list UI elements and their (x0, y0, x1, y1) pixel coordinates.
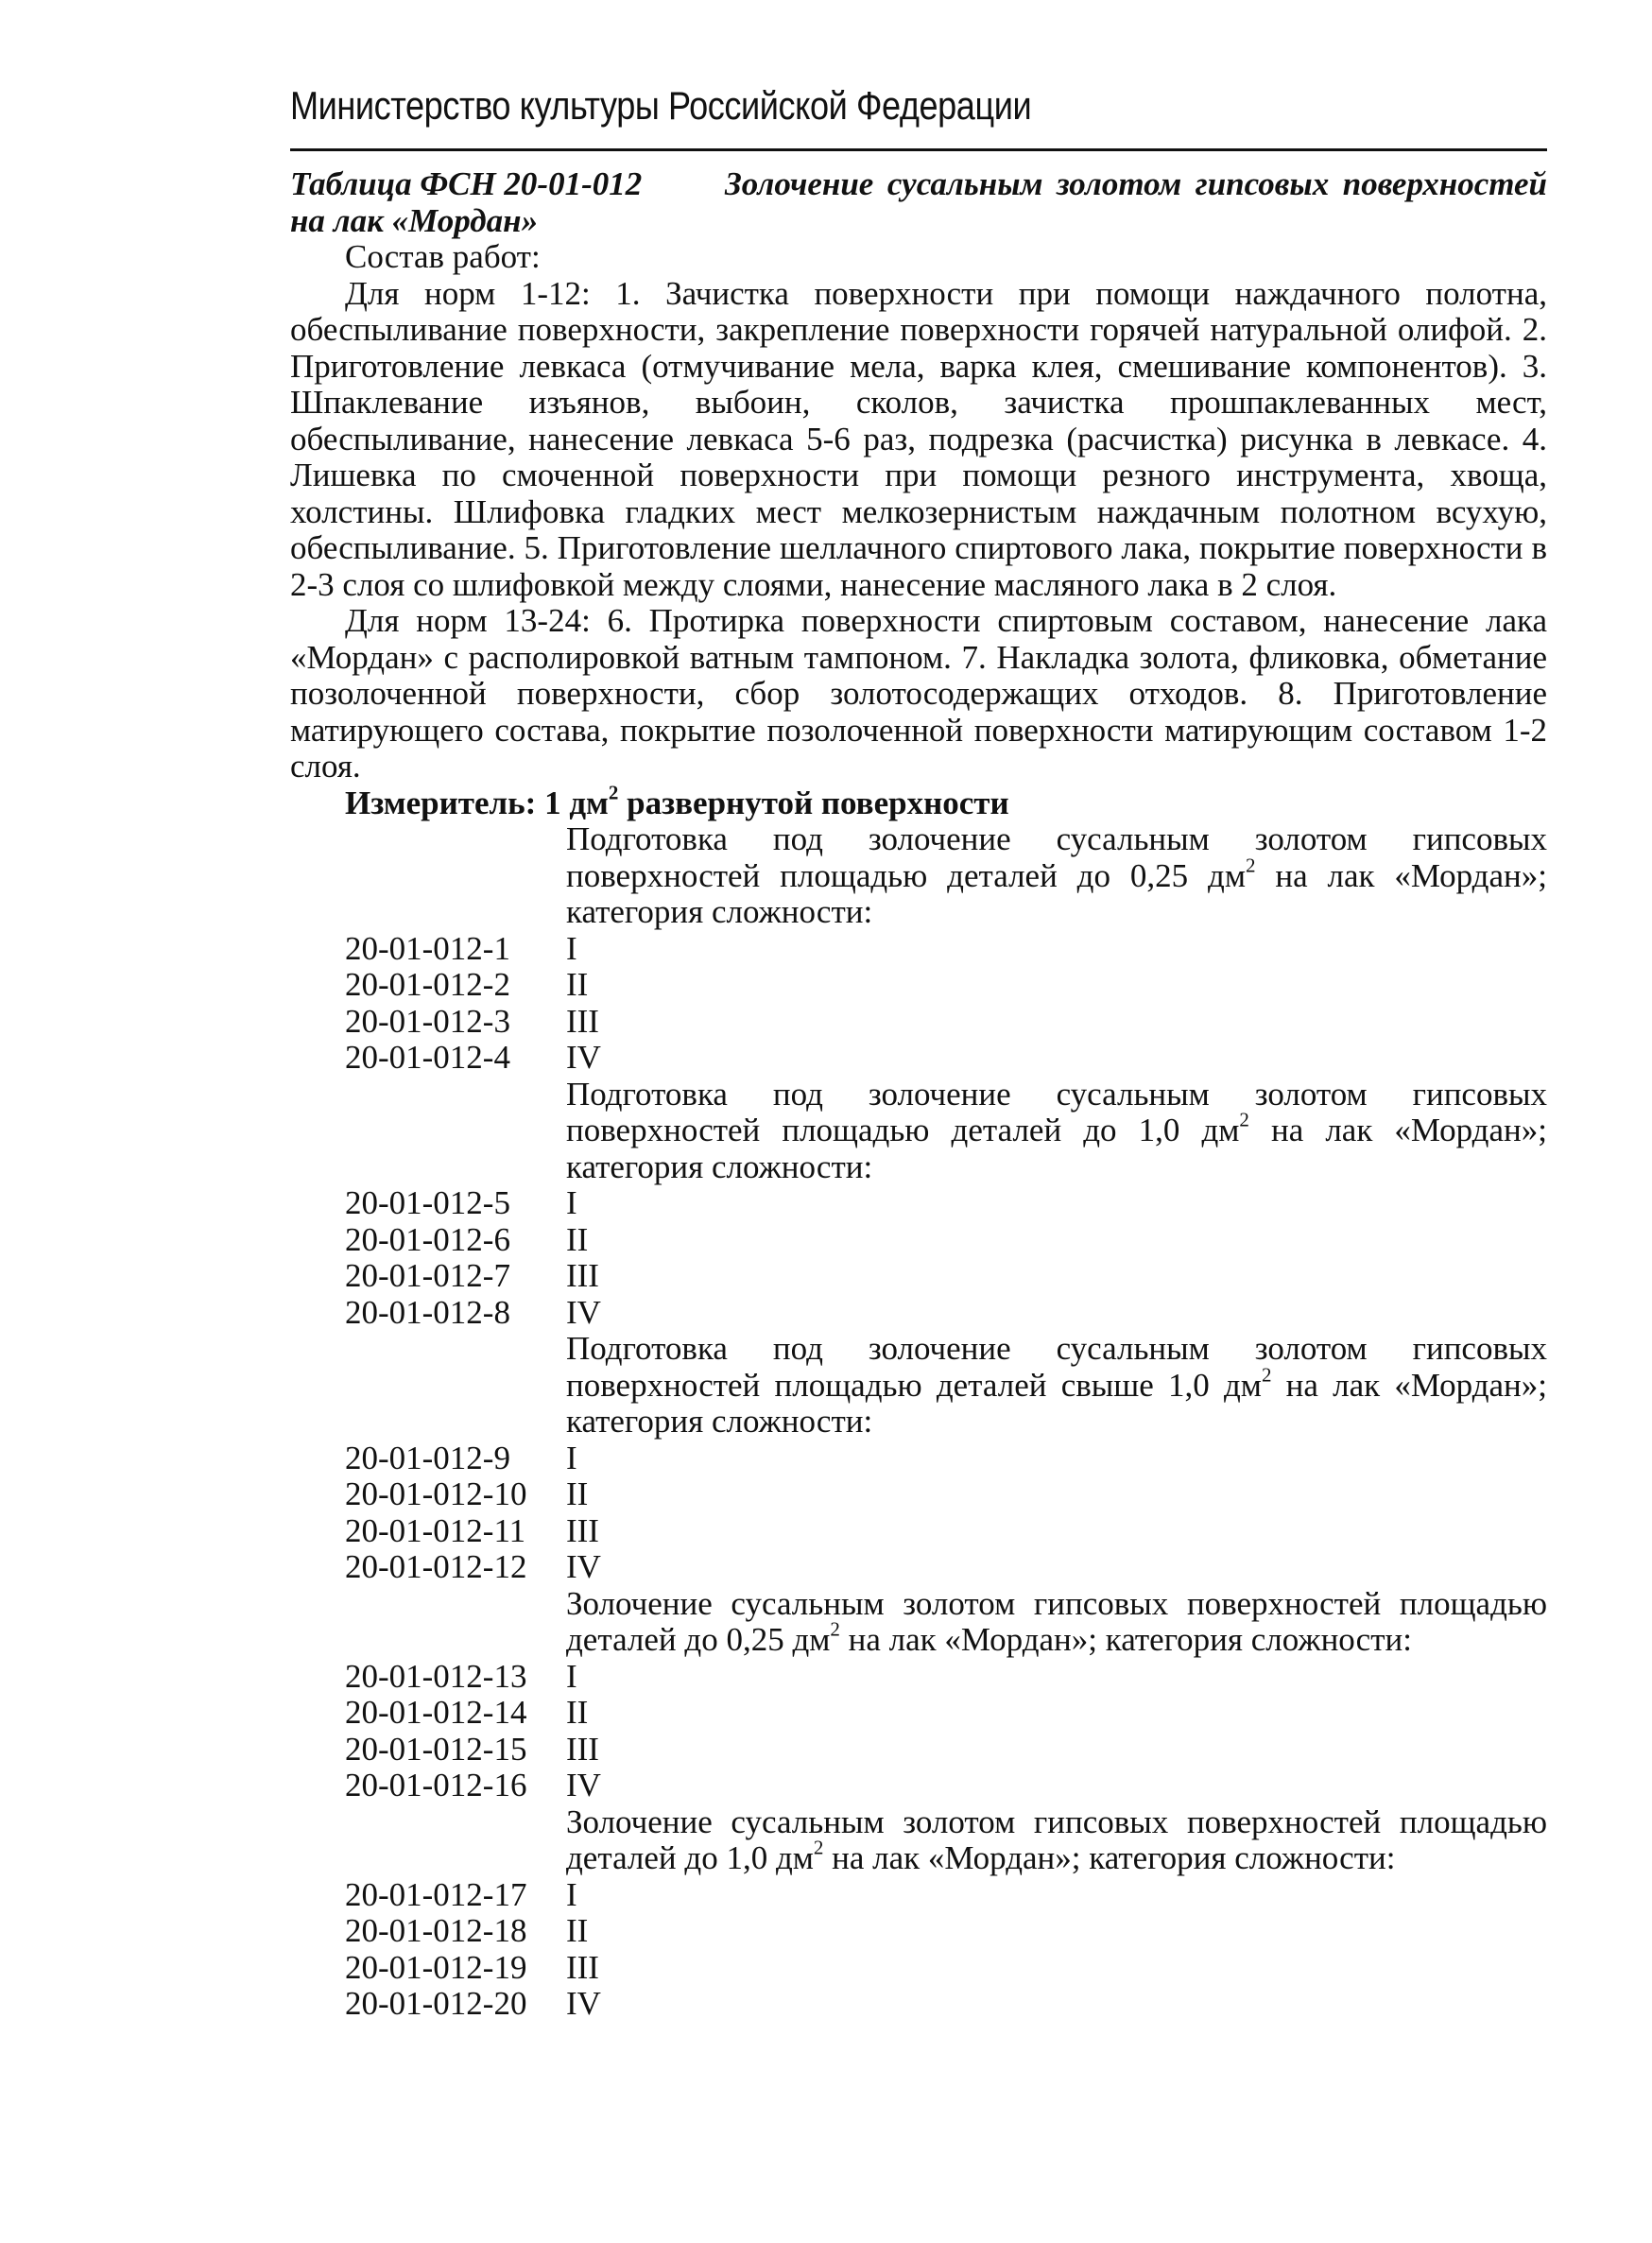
norm-row (345, 1986, 1547, 2023)
group-desc-text: Подготовка под золочение сусальным золотом гипсовых поверхностей площадью деталей до 0,25 дм (566, 820, 1547, 894)
norm-code: 20-01-012-12 (345, 1548, 527, 1585)
running-header: Министерство культуры Российской Федерации (290, 83, 1032, 128)
norm-code: 20-01-012-18 (345, 1912, 527, 1949)
norm-row (345, 931, 1547, 968)
table-title-block (290, 166, 1547, 239)
norm-code: 20-01-012-1 (345, 929, 510, 967)
norm-category: II (566, 1912, 589, 1949)
measure-sup: 2 (608, 780, 619, 803)
group-desc-sup: 2 (830, 1617, 840, 1641)
norm-code: 20-01-012-8 (345, 1293, 510, 1331)
norm-category: I (566, 1439, 577, 1476)
norm-code: 20-01-012-11 (345, 1511, 526, 1549)
norm-row (345, 1222, 1547, 1259)
norm-group-description (566, 1331, 1547, 1441)
group-desc-text: Золочение сусальным золотом гипсовых поверхностей площадью деталей до 0,25 дм (566, 1584, 1547, 1658)
norm-row (345, 1950, 1547, 1987)
norm-row (345, 1732, 1547, 1769)
norm-row (345, 1004, 1547, 1041)
norm-code: 20-01-012-13 (345, 1657, 527, 1695)
norm-category: II (566, 966, 589, 1003)
norm-category: I (566, 1875, 577, 1913)
group-desc-sup: 2 (813, 1836, 824, 1859)
norm-category: IV (566, 1548, 601, 1585)
norm-row (345, 1877, 1547, 1914)
norm-category: I (566, 1184, 577, 1221)
norm-category: I (566, 929, 577, 967)
norm-code: 20-01-012-20 (345, 1985, 527, 2022)
norm-category: III (566, 1948, 599, 1986)
measure-unit (290, 780, 1547, 822)
norm-code: 20-01-012-17 (345, 1875, 527, 1913)
group-desc-text-end: на лак «Мордан»; категория сложности: (566, 1112, 1547, 1185)
group-desc-text: Золочение сусальным золотом гипсовых поверхностей площадью деталей до 1,0 дм (566, 1803, 1547, 1876)
norm-code: 20-01-012-3 (345, 1002, 510, 1040)
norm-row (345, 1258, 1547, 1295)
group-desc-text-end: на лак «Мордан»; категория сложности: (839, 1621, 1412, 1658)
norm-row (345, 1441, 1547, 1477)
norm-code: 20-01-012-16 (345, 1767, 527, 1803)
norm-category: III (566, 1002, 599, 1040)
content (290, 166, 1547, 2023)
group-desc-text-end: на лак «Мордан»; категория сложности: (823, 1839, 1396, 1876)
group-desc-sup: 2 (1245, 853, 1256, 876)
group-desc-text-end: на лак «Мордан»; категория сложности: (566, 1366, 1547, 1440)
group-desc-text: Подготовка под золочение сусальным золотом гипсовых поверхностей площадью деталей до 1,0 дм (566, 1075, 1547, 1148)
norm-category: IV (566, 1293, 601, 1331)
norm-code: 20-01-012-14 (345, 1694, 527, 1731)
norm-row (345, 1695, 1547, 1732)
norm-code: 20-01-012-6 (345, 1220, 510, 1258)
norm-group-description (566, 821, 1547, 931)
norm-group-description (566, 1804, 1547, 1877)
norm-code: 20-01-012-9 (345, 1439, 510, 1476)
group-desc-sup: 2 (1261, 1362, 1272, 1386)
norm-groups (290, 821, 1547, 2023)
norm-row (345, 1185, 1547, 1222)
norm-row (345, 1513, 1547, 1550)
norm-category: I (566, 1657, 577, 1695)
norm-category: III (566, 1257, 599, 1294)
norm-category: III (566, 1511, 599, 1549)
norm-category: III (566, 1730, 599, 1768)
norm-row (345, 1913, 1547, 1950)
work-composition-label: Состав работ: (345, 238, 541, 275)
norm-category: IV (566, 1985, 601, 2022)
measure-prefix: Измеритель: 1 дм (345, 784, 609, 821)
table-code: Таблица ФСН 20-01-012 (290, 165, 643, 202)
norm-code: 20-01-012-19 (345, 1948, 527, 1986)
group-desc-text-end: на лак «Мордан»; категория сложности: (566, 856, 1547, 930)
table-title: Золочение сусальным золотом гипсовых поверхностей на лак «Мордан» (290, 165, 1547, 239)
norm-code: 20-01-012-4 (345, 1039, 510, 1076)
norm-row (345, 1476, 1547, 1513)
work-paragraph-1: Для норм 1-12: 1. Зачистка поверхности при помощи наждачного полотна, обеспыливание поверхности, закрепление поверхности горячей натуральной олифой. 2. Приготовление левкаса (отмучивание мела, варка клея, смешивание компонентов). 3. Шпаклевание изъянов, выбоин, сколов, зачистка прошпаклеванных мест, обеспыливание, нанесение левкаса 5-6 раз, подрезка (расчистка) рисунка в левкасе. 4. Лишевка по смоченной поверхности при помощи резного инструмента, хвоща, холстины. Шлифовка гладких мест мелкозернистым наждачным полотном всухую, обеспыливание. 5. Приготовление шеллачного спиртового лака, покрытие поверхности в 2-3 слоя со шлифовкой между слоями, нанесение масляного лака в 2 слоя. (290, 274, 1547, 603)
norm-row (345, 1295, 1547, 1332)
norm-row (345, 967, 1547, 1004)
norm-category: IV (566, 1767, 601, 1803)
norm-group-description (566, 1586, 1547, 1659)
norm-code: 20-01-012-7 (345, 1257, 510, 1294)
norm-category: II (566, 1694, 589, 1731)
norm-group-description (566, 1077, 1547, 1186)
norm-category: II (566, 1475, 589, 1512)
group-desc-sup: 2 (1239, 1108, 1249, 1131)
header-rule (290, 148, 1547, 151)
norm-code: 20-01-012-10 (345, 1475, 527, 1512)
norm-code: 20-01-012-5 (345, 1184, 510, 1221)
norm-row (345, 1659, 1547, 1696)
group-desc-text: Подготовка под золочение сусальным золотом гипсовых поверхностей площадью деталей свыше 1,0 дм (566, 1330, 1547, 1404)
norm-code: 20-01-012-2 (345, 966, 510, 1003)
norm-row (345, 1768, 1547, 1804)
work-paragraph-2: Для норм 13-24: 6. Протирка поверхности спиртовым составом, нанесение лака «Мордан» с располировкой ватным тампоном. 7. Накладка золота, фликовка, обметание позолоченной поверхности, сбор золотосодержащих отходов. 8. Приготовление матирующего состава, покрытие позолоченной поверхности матирующим составом 1-2 слоя. (290, 602, 1547, 785)
norm-category: IV (566, 1039, 601, 1076)
norm-category: II (566, 1220, 589, 1258)
norm-row (345, 1549, 1547, 1586)
norm-row (345, 1040, 1547, 1077)
norm-code: 20-01-012-15 (345, 1730, 527, 1768)
measure-suffix: развернутой поверхности (618, 784, 1009, 821)
